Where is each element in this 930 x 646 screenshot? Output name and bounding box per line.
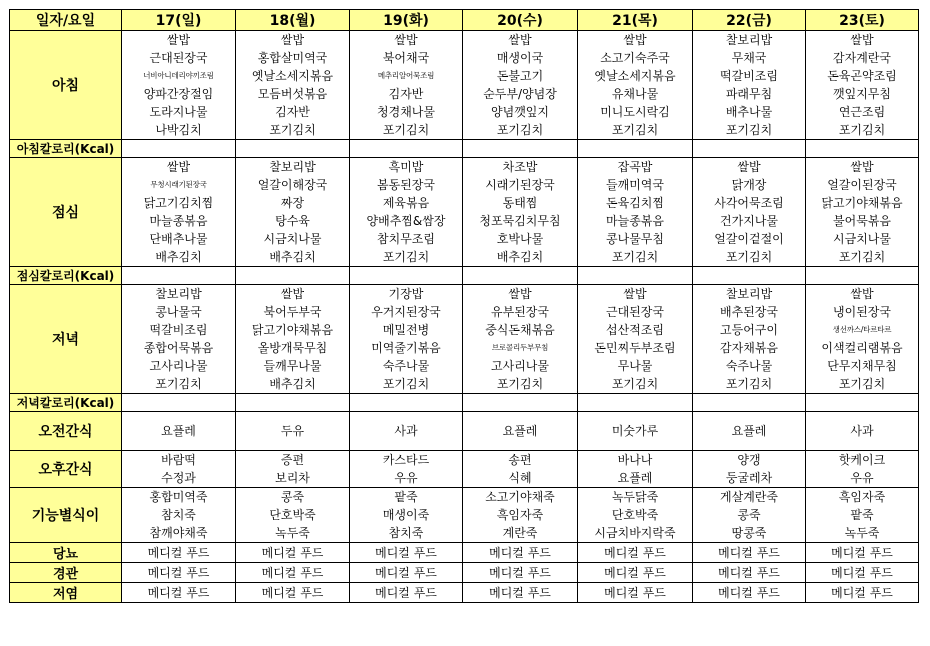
calorie-cell (236, 140, 350, 158)
day-header: 21(목) (578, 10, 693, 31)
meal-menu-table (9, 9, 919, 603)
header-corner: 일자/요일 (10, 10, 122, 31)
dinner-row (10, 285, 919, 394)
menu-cell (463, 31, 578, 140)
menu-item: 콩나물국 (155, 305, 202, 319)
calorie-cell (693, 140, 806, 158)
medical-food-cell: 메디컬 푸드 (350, 563, 463, 583)
medical-food-cell: 메디컬 푸드 (463, 563, 578, 583)
menu-cell (350, 451, 463, 488)
row-label: 오전간식 (10, 412, 122, 451)
menu-item: 옛날소세지볶음 (251, 69, 334, 83)
menu-item: 쌀밥 (737, 160, 761, 174)
menu-item: 모듬버섯볶음 (257, 87, 328, 101)
pm-snack-row (10, 451, 919, 488)
menu-item: 호박나물 (496, 232, 544, 246)
row-label: 저녁칼로리(Kcal) (10, 394, 122, 412)
day-header: 20(수) (463, 10, 578, 31)
menu-item: 사각어묵조림 (714, 196, 784, 210)
calorie-cell (806, 267, 919, 285)
menu-item: 우거지된장국 (371, 305, 441, 319)
menu-item: 콩나물무침 (606, 232, 664, 246)
menu-item: 땅콩죽 (731, 526, 767, 540)
menu-item: 들깨무나물 (263, 359, 322, 373)
menu-cell (578, 488, 693, 543)
menu-item: 참치죽 (161, 508, 196, 522)
menu-cell (463, 451, 578, 488)
menu-item: 올방개묵무침 (257, 341, 328, 355)
menu-cell (122, 158, 236, 267)
menu-item: 콩죽 (280, 490, 305, 504)
menu-cell (693, 285, 806, 394)
menu-cell (693, 31, 806, 140)
menu-item: 닭고기야채볶음 (251, 323, 334, 337)
breakfast-cal-row (10, 140, 919, 158)
menu-item: 포기김치 (382, 377, 430, 391)
menu-item: 쌀밥 (508, 287, 532, 301)
lowsalt-row (10, 583, 919, 603)
menu-item: 순두부/양념장 (483, 87, 557, 101)
menu-item: 양념깻잎지 (491, 105, 549, 119)
menu-item: 포기김치 (611, 250, 659, 264)
menu-item: 시금치나물 (833, 232, 891, 246)
medical-food-cell: 메디컬 푸드 (350, 583, 463, 603)
breakfast-row (10, 31, 919, 140)
menu-item: 시래기된장국 (485, 178, 555, 192)
menu-item: 카스타드 (382, 453, 430, 467)
menu-item: 파래무침 (725, 87, 773, 101)
menu-cell (122, 31, 236, 140)
menu-item: 배추김치 (155, 250, 202, 264)
menu-item: 무채국 (731, 51, 767, 65)
menu-item: 쌀밥 (508, 33, 532, 47)
menu-item: 돈육곤약조림 (827, 69, 897, 83)
menu-item: 단배추나물 (149, 232, 208, 246)
medical-food-cell: 메디컬 푸드 (578, 563, 693, 583)
row-label: 아침칼로리(Kcal) (10, 140, 122, 158)
menu-item: 흑임자죽 (838, 490, 886, 504)
lunch-row (10, 158, 919, 267)
menu-item: 시금치바지락죽 (594, 526, 676, 540)
menu-item: 녹두죽 (275, 526, 310, 540)
calorie-cell (578, 140, 693, 158)
day-header: 22(금) (693, 10, 806, 31)
menu-item: 식혜 (508, 471, 532, 485)
am-snack-row (10, 412, 919, 451)
medical-food-cell: 메디컬 푸드 (693, 563, 806, 583)
menu-item: 송편 (508, 453, 532, 467)
medical-food-cell: 메디컬 푸드 (236, 543, 350, 563)
menu-item: 돈불고기 (496, 69, 544, 83)
row-label: 저염 (10, 583, 122, 603)
menu-item: 핫케이크 (838, 453, 886, 467)
menu-item: 찰보리밥 (725, 287, 773, 301)
medical-food-cell: 메디컬 푸드 (122, 583, 236, 603)
menu-item: 쌀밥 (166, 33, 191, 47)
menu-item: 찰보리밥 (725, 33, 773, 47)
menu-item: 숙주나물 (725, 359, 773, 373)
menu-item: 미숫가루 (611, 424, 659, 438)
menu-item: 마늘종볶음 (606, 214, 664, 228)
menu-item: 얼갈이된장국 (827, 178, 897, 192)
menu-item: 섭산적조림 (606, 323, 664, 337)
menu-item: 쌀밥 (280, 287, 305, 301)
menu-item: 떡갈비조림 (149, 323, 208, 337)
tube-row (10, 563, 919, 583)
menu-cell (806, 451, 919, 488)
menu-item: 옛날소세지볶음 (594, 69, 676, 83)
menu-item: 생선까스/타르타르 (832, 325, 892, 334)
menu-item: 포기김치 (611, 377, 659, 391)
calorie-cell (806, 140, 919, 158)
menu-item: 근대된장국 (149, 51, 208, 65)
menu-item: 쌀밥 (166, 160, 191, 174)
menu-item: 마늘종볶음 (149, 214, 208, 228)
medical-food-cell: 메디컬 푸드 (122, 543, 236, 563)
calorie-cell (350, 394, 463, 412)
menu-item: 감자채볶음 (720, 341, 778, 355)
menu-cell (122, 412, 236, 451)
menu-item: 냉이된장국 (833, 305, 891, 319)
menu-item: 단호박죽 (269, 508, 316, 522)
menu-item: 무청시래기된장국 (150, 180, 207, 189)
menu-cell (693, 451, 806, 488)
menu-item: 시금치나물 (263, 232, 322, 246)
row-label: 당뇨 (10, 543, 122, 563)
lunch-cal-row (10, 267, 919, 285)
menu-item: 차조밥 (502, 160, 538, 174)
menu-item: 종합어묵볶음 (143, 341, 214, 355)
calorie-cell (350, 267, 463, 285)
menu-item: 잡곡밥 (617, 160, 653, 174)
menu-cell (806, 412, 919, 451)
menu-item: 배추김치 (269, 377, 316, 391)
menu-item: 감자계란국 (833, 51, 891, 65)
menu-item: 우유 (850, 471, 874, 485)
menu-item: 보리차 (275, 471, 310, 485)
menu-item: 포기김치 (496, 377, 544, 391)
menu-item: 김자반 (388, 87, 424, 101)
menu-item: 배추된장국 (720, 305, 778, 319)
day-header: 23(토) (806, 10, 919, 31)
menu-item: 북어두부국 (263, 305, 322, 319)
menu-item: 고사리나물 (491, 359, 549, 373)
menu-cell (463, 488, 578, 543)
calorie-cell (236, 394, 350, 412)
menu-cell (350, 412, 463, 451)
medical-food-cell: 메디컬 푸드 (236, 563, 350, 583)
menu-item: 양배추찜&쌈장 (366, 214, 446, 228)
menu-item: 미니도시락김 (600, 105, 670, 119)
menu-item: 포기김치 (725, 250, 773, 264)
menu-cell (350, 285, 463, 394)
menu-item: 참치죽 (388, 526, 424, 540)
menu-item: 유부된장국 (491, 305, 549, 319)
menu-item: 제육볶음 (382, 196, 430, 210)
menu-item: 요플레 (161, 424, 196, 438)
menu-item: 팥죽 (394, 490, 418, 504)
menu-item: 짜장 (280, 196, 305, 210)
menu-item: 동태찜 (502, 196, 538, 210)
calorie-cell (578, 267, 693, 285)
menu-item: 돈민찌두부조림 (594, 341, 676, 355)
menu-item: 청포묵김치무침 (479, 214, 561, 228)
menu-item: 찰보리밥 (155, 287, 202, 301)
menu-cell (463, 158, 578, 267)
menu-item: 북어채국 (382, 51, 430, 65)
calorie-cell (806, 394, 919, 412)
menu-item: 김자반 (275, 105, 310, 119)
menu-item: 계란죽 (502, 526, 538, 540)
menu-item: 숙주나물 (382, 359, 430, 373)
medical-food-cell: 메디컬 푸드 (806, 583, 919, 603)
calorie-cell (693, 267, 806, 285)
medical-food-cell: 메디컬 푸드 (463, 583, 578, 603)
menu-cell (693, 488, 806, 543)
menu-item: 메추리알어묵조림 (377, 71, 435, 80)
menu-item: 흑미밥 (388, 160, 424, 174)
menu-item: 포기김치 (155, 377, 202, 391)
menu-cell (350, 31, 463, 140)
menu-item: 우유 (394, 471, 418, 485)
menu-item: 매생이국 (496, 51, 544, 65)
calorie-cell (463, 140, 578, 158)
menu-item: 고등어구이 (720, 323, 778, 337)
menu-item: 얼갈이해장국 (257, 178, 328, 192)
row-label: 저녁 (10, 285, 122, 394)
menu-item: 참치무조림 (377, 232, 435, 246)
row-label: 경관 (10, 563, 122, 583)
menu-cell (236, 412, 350, 451)
menu-cell (122, 488, 236, 543)
row-label: 점심칼로리(Kcal) (10, 267, 122, 285)
functional-row (10, 488, 919, 543)
menu-item: 두유 (280, 424, 305, 438)
medical-food-cell: 메디컬 푸드 (122, 563, 236, 583)
row-label: 점심 (10, 158, 122, 267)
menu-item: 기장밥 (388, 287, 424, 301)
calorie-cell (463, 267, 578, 285)
menu-item: 포기김치 (838, 123, 886, 137)
menu-item: 쌀밥 (850, 160, 874, 174)
menu-cell (806, 31, 919, 140)
menu-cell (236, 158, 350, 267)
calorie-cell (350, 140, 463, 158)
menu-item: 찰보리밥 (269, 160, 316, 174)
menu-item: 흑임자죽 (496, 508, 544, 522)
menu-item: 쌀밥 (623, 287, 647, 301)
menu-item: 불어묵볶음 (833, 214, 891, 228)
medical-food-cell: 메디컬 푸드 (578, 583, 693, 603)
menu-item: 게살계란죽 (720, 490, 778, 504)
menu-item: 너비아니데리야끼조림 (143, 71, 214, 80)
menu-item: 요플레 (617, 471, 653, 485)
calorie-cell (693, 394, 806, 412)
medical-food-cell: 메디컬 푸드 (806, 543, 919, 563)
menu-item: 중식돈채볶음 (485, 323, 555, 337)
menu-item: 요플레 (731, 424, 767, 438)
menu-item: 닭고기야채볶음 (821, 196, 903, 210)
menu-item: 얼갈이겉절이 (714, 232, 784, 246)
menu-item: 나박김치 (155, 123, 202, 137)
header-row (10, 10, 919, 31)
menu-item: 메밀전병 (382, 323, 430, 337)
menu-item: 소고기숙주국 (600, 51, 670, 65)
menu-item: 단호박죽 (611, 508, 659, 522)
menu-item: 홍합미역죽 (149, 490, 208, 504)
menu-item: 닭고기김치찜 (143, 196, 214, 210)
dinner-cal-row (10, 394, 919, 412)
menu-item: 쌀밥 (850, 33, 874, 47)
menu-item: 떡갈비조림 (720, 69, 778, 83)
diabetes-row (10, 543, 919, 563)
calorie-cell (578, 394, 693, 412)
menu-item: 포기김치 (382, 123, 430, 137)
menu-cell (122, 451, 236, 488)
menu-item: 유채나물 (611, 87, 659, 101)
day-header: 18(월) (236, 10, 350, 31)
medical-food-cell: 메디컬 푸드 (236, 583, 350, 603)
menu-cell (578, 285, 693, 394)
menu-item: 포기김치 (611, 123, 659, 137)
day-header: 17(일) (122, 10, 236, 31)
menu-cell (806, 285, 919, 394)
menu-item: 녹두죽 (844, 526, 880, 540)
row-label: 기능별식이 (10, 488, 122, 543)
menu-item: 포기김치 (725, 123, 773, 137)
menu-item: 깻잎지무침 (833, 87, 891, 101)
menu-item: 배추나물 (725, 105, 773, 119)
menu-cell (806, 158, 919, 267)
menu-item: 배추김치 (496, 250, 544, 264)
menu-item: 탕수육 (275, 214, 310, 228)
row-label: 아침 (10, 31, 122, 140)
menu-item: 요플레 (502, 424, 538, 438)
menu-item: 쌀밥 (280, 33, 305, 47)
menu-item: 둥굴레차 (725, 471, 773, 485)
menu-item: 쌀밥 (623, 33, 647, 47)
menu-cell (350, 158, 463, 267)
menu-item: 수정과 (161, 471, 196, 485)
menu-item: 바나나 (617, 453, 653, 467)
menu-cell (122, 285, 236, 394)
menu-item: 근대된장국 (606, 305, 664, 319)
menu-cell (578, 31, 693, 140)
menu-item: 배추김치 (269, 250, 316, 264)
menu-item: 무나물 (617, 359, 653, 373)
calorie-cell (122, 267, 236, 285)
medical-food-cell: 메디컬 푸드 (693, 543, 806, 563)
menu-item: 매생이죽 (382, 508, 430, 522)
menu-cell (578, 451, 693, 488)
menu-item: 청경채나물 (377, 105, 435, 119)
menu-item: 녹두닭죽 (611, 490, 659, 504)
menu-cell (350, 488, 463, 543)
menu-item: 들깨미역국 (606, 178, 664, 192)
medical-food-cell: 메디컬 푸드 (463, 543, 578, 563)
medical-food-cell: 메디컬 푸드 (350, 543, 463, 563)
menu-item: 쌀밥 (394, 33, 418, 47)
menu-item: 돈육김치찜 (606, 196, 664, 210)
medical-food-cell: 메디컬 푸드 (693, 583, 806, 603)
menu-item: 팥죽 (850, 508, 874, 522)
calorie-cell (122, 140, 236, 158)
menu-item: 건가지나물 (720, 214, 778, 228)
menu-item: 쌀밥 (850, 287, 874, 301)
menu-item: 도라지나물 (149, 105, 208, 119)
medical-food-cell: 메디컬 푸드 (578, 543, 693, 563)
day-header: 19(화) (350, 10, 463, 31)
menu-cell (463, 285, 578, 394)
menu-cell (236, 451, 350, 488)
menu-cell (578, 412, 693, 451)
menu-cell (806, 488, 919, 543)
menu-item: 양갱 (737, 453, 761, 467)
menu-item: 포기김치 (269, 123, 316, 137)
menu-item: 포기김치 (496, 123, 544, 137)
menu-cell (236, 488, 350, 543)
menu-item: 봄동된장국 (377, 178, 435, 192)
calorie-cell (122, 394, 236, 412)
menu-item: 소고기야채죽 (485, 490, 555, 504)
menu-item: 사과 (850, 424, 874, 438)
calorie-cell (236, 267, 350, 285)
menu-item: 콩죽 (737, 508, 761, 522)
menu-item: 포기김치 (838, 250, 886, 264)
menu-cell (236, 285, 350, 394)
menu-item: 참깨야채죽 (149, 526, 208, 540)
menu-item: 홍합살미역국 (257, 51, 328, 65)
menu-item: 사과 (394, 424, 418, 438)
menu-item: 고사리나물 (149, 359, 208, 373)
menu-item: 미역줄기볶음 (371, 341, 441, 355)
menu-item: 포기김치 (725, 377, 773, 391)
menu-cell (236, 31, 350, 140)
menu-item: 단무지채무침 (827, 359, 897, 373)
menu-item: 양파간장절임 (143, 87, 214, 101)
menu-cell (693, 412, 806, 451)
menu-item: 바람떡 (161, 453, 196, 467)
menu-item: 닭개장 (731, 178, 767, 192)
menu-item: 연근조림 (838, 105, 886, 119)
menu-cell (693, 158, 806, 267)
menu-cell (578, 158, 693, 267)
medical-food-cell: 메디컬 푸드 (806, 563, 919, 583)
menu-item: 이색컬리램볶음 (821, 341, 903, 355)
menu-item: 포기김치 (838, 377, 886, 391)
menu-item: 브로콜리두부무침 (491, 343, 549, 352)
calorie-cell (463, 394, 578, 412)
menu-item: 증편 (280, 453, 305, 467)
menu-cell (463, 412, 578, 451)
row-label: 오후간식 (10, 451, 122, 488)
menu-item: 포기김치 (382, 250, 430, 264)
